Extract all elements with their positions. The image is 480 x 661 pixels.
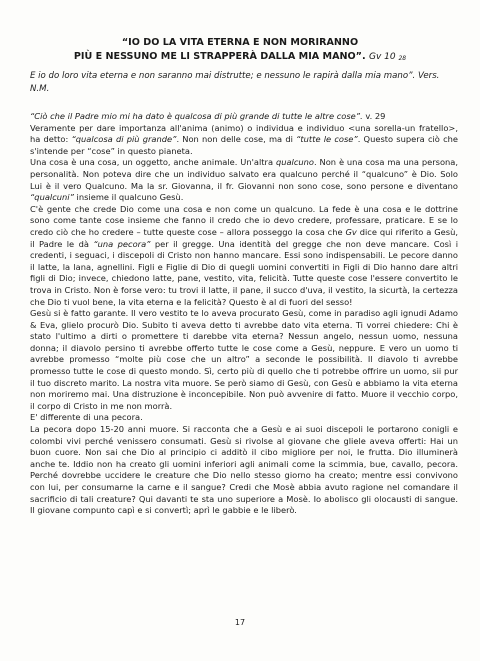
p1-text-c: . Questo supera ciò che s'intende per “cose” in questo pianeta. bbox=[30, 134, 459, 156]
paragraph-4: Gesù si è fatto garante. Il vero vestito te lo aveva procurato Gesù, come in paradiso agli ignudi Adamo & Eva, glielo procurò Dio. Subito ti aveva detto ti avrebbe dato vita eterna. Ti vorrei chiedere: Chi è stato l'ultimo a dirti o promettere ti darebbe vita eterna? Nessun angelo, nessun uomo, nessuna donna; il diavolo persino ti avrebbe offerto tutte le cose come a Gesù, neppure. E vero un uomo ti avrebbe promesso “molte più cose che un altro” a seconde le possibilità. Il diavolo ti avrebbe promesso tutte le cose di questo mondo. Sì, certo più di quello che ti potrebbe offrire un uomo, sii pur il tuo discreto marito. La nostra vita muore. Se però siamo di Gesù, con Gesù e abbiamo la vita eterna non moriremo mai. Una distruzione è inconcepibile. Non può avvenire di fatto. Muore il vecchio corpo, il corpo di Cristo in me non morrà. bbox=[30, 308, 458, 411]
p1-text-a: Veramente per dare importanza all'anima (animo) o individua e individuo <una sorella-un fratello>, ha detto: bbox=[30, 122, 458, 145]
page-number: 17 bbox=[234, 618, 246, 627]
p3-text-a: C'è gente che crede Dio come una cosa e non come un qualcuno. La fede è una cosa e le dottrine sono come tante cose insieme che fanno il credo che io devo credere, professare, praticare. E se lo credo ciò che ho credere – tutte queste cose – allora posseggo la cosa che bbox=[30, 203, 458, 237]
paragraph-5: E' differente di una pecora. bbox=[30, 412, 143, 423]
p2-text-c: insieme il qualcuno Gesù. bbox=[73, 192, 184, 203]
paragraph-3 bbox=[30, 204, 458, 308]
paragraph-1 bbox=[30, 111, 458, 157]
p2-quote-2: “qualcuni” bbox=[30, 192, 74, 203]
p1-text-b: . Non non delle cose, ma di bbox=[176, 134, 297, 145]
paragraph-6: La pecora dopo 15-20 anni muore. Si racconta che a Gesù e ai suoi discepoli le portarono conigli e colombi vivi perché venissero consumati. Gesù si rivolse al giovane che gliele aveva offerti: Hai un buon cuore. Non sai che Dio al principio ci additò il cibo migliore per noi, le frutta. Dio illuminerà anche te. Iddio non ha creato gli uomini inferiori agli animali come la scimmia, bue, cavallo, pecora. Perché dovrebbe uccidere le creature che Dio nello stesso giorno ha creato; mentre essi convivono con lui, per consumarne la carne e il sangue? Credi che Mosè abbia avuto ragione nel comandare il sacrificio di tali creature? Qui davanti te sta uno superiore a Mosè. Io abolisco gli olocausti di sangue. Il giovane compunto capì e si convertì; aprì le gabbie e le liberò. bbox=[30, 424, 458, 516]
p1-quote-2: “tutte le cose” bbox=[296, 134, 358, 145]
p1-quote-1: “qualcosa di più grande” bbox=[71, 134, 177, 145]
body-text bbox=[30, 111, 458, 517]
title-line-1: “IO DO LA VITA ETERNA E NON MORIRANNO bbox=[121, 37, 359, 48]
verse-ref: v. 29 bbox=[362, 111, 386, 121]
p2-text-a: Una cosa è una cosa, un oggetto, anche animale. Un'altra bbox=[30, 157, 276, 168]
p3-quote: “una pecora” bbox=[93, 238, 151, 249]
chapter-title bbox=[0, 36, 480, 65]
reference-verse: 28 bbox=[398, 55, 407, 62]
scripture-reference bbox=[369, 52, 406, 62]
paragraph-2 bbox=[30, 157, 458, 203]
p3-text-c: per il gregge. Una identità del gregge che non deve mancare. Così i credenti, i seguaci, i discepoli di Cristo non hanno mancare. Essi sono indispensabili. Le pecore danno il latte, la lana, agnellini. Figli e Figlie di Dio di quegli uomini convertiti in Figli di Dio hanno dare altri figli di Dio; invece, chiedono latte, pane, vestito, vita, felicità. Tutte queste cose l'essere convertito le trova in Cristo. Non è forse vero: tu trovi il latte, il pane, il succo d'uva, il vestito, la sicurtà, la certezza che Dio ti vuol bene, la vita eterna e la felicità? Questo è al di fuori del sesso! bbox=[30, 238, 458, 307]
lead-quote: “Ciò che il Padre mio mi ha dato è qualcosa di più grande di tutte le altre cose”. bbox=[30, 111, 363, 121]
reference-book: Gv 10 bbox=[368, 52, 396, 62]
title-line-2 bbox=[0, 50, 480, 65]
p2-text-b: . Non è una cosa ma una persona, personalità. Non poteva dire che un individuo salvato era qualcuno perché il “qualcuno” è Dio. Solo Lui è il vero Qualcuno. Ma la sr. Giovanna, il fr. Giovanni non sono cose, sono persone e diventano bbox=[30, 157, 458, 191]
p3-text-b: dice qui riferito a Gesù, il Padre le dà bbox=[30, 226, 458, 249]
intro-quote: E io do loro vita eterna e non saranno mai distrutte; e nessuno le rapirà dalla mia mano”. Vers. N.M. bbox=[30, 71, 440, 94]
p2-quote-1: qualcuno bbox=[275, 157, 315, 168]
p3-gospel-ref: Gv bbox=[345, 226, 357, 237]
title-line-2-text: PIÙ E NESSUNO ME LI STRAPPERÀ DALLA MIA MANO”. bbox=[73, 51, 366, 62]
